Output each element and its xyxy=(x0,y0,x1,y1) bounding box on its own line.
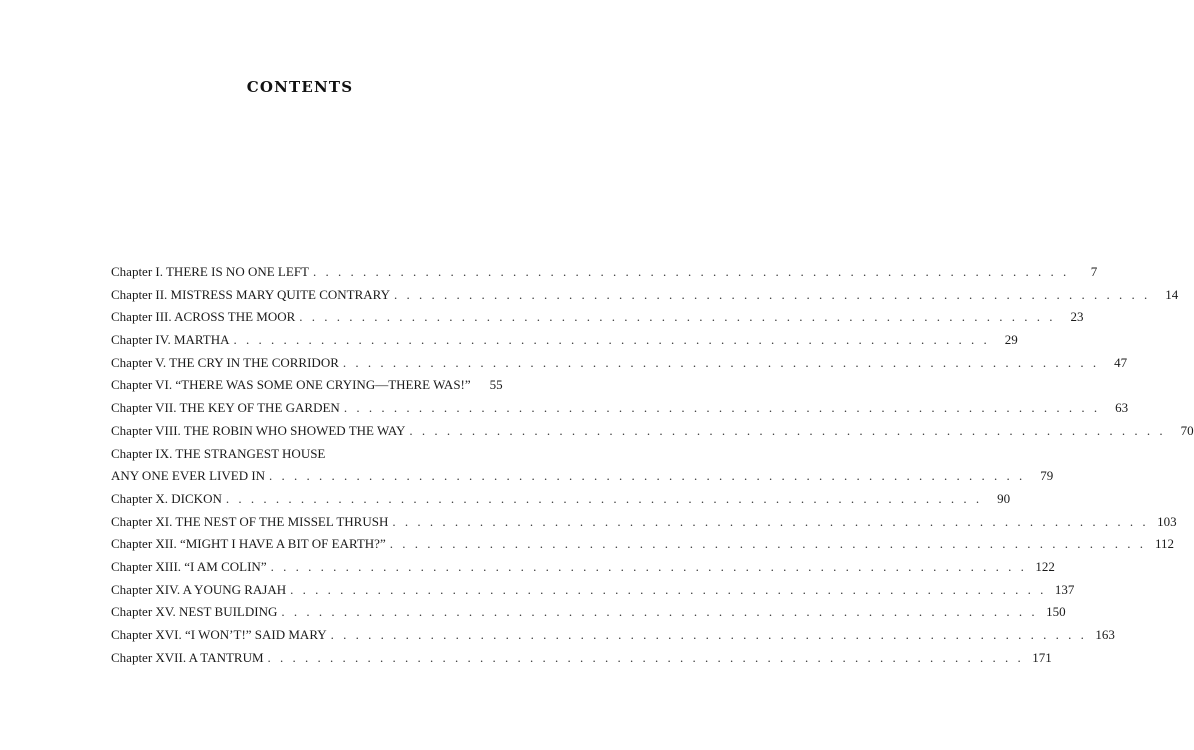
dot-leader: . . . . . . . . . . . . . . . . . . . . . . . . . . . . . . . . . . . . . . . . . . . . . . . . . . . . . . . . . . . . . xyxy=(269,468,1026,484)
toc-entry-page-number: 122 xyxy=(1035,558,1055,574)
dot-leader: . . . . . . . . . . . . . . . . . . . . . . . . . . . . . . . . . . . . . . . . . . . . . . . . . . . . . . . . . . . . . xyxy=(290,581,1047,597)
toc-entry-title: Chapter III. ACROSS THE MOOR xyxy=(111,309,296,325)
toc-row xyxy=(111,261,1098,284)
toc-entry-title: Chapter X. DICKON xyxy=(111,490,222,506)
toc-row xyxy=(111,374,503,397)
toc-entry-page-number: 171 xyxy=(1032,649,1052,665)
toc-row xyxy=(111,647,1052,670)
dot-leader: . . . . . . . . . . . . . . . . . . . . . . . . . . . . . . . . . . . . . . . . . . . . . . . . . . . . . . . . . . . . . xyxy=(409,422,1166,438)
toc-row xyxy=(111,579,1075,602)
toc-entry-title: Chapter XI. THE NEST OF THE MISSEL THRUSH xyxy=(111,513,389,529)
toc-entry-page-number: 137 xyxy=(1054,581,1075,597)
toc-entry-page-number: 112 xyxy=(1154,536,1174,552)
toc-entry-title: Chapter VIII. THE ROBIN WHO SHOWED THE WAY xyxy=(111,422,406,438)
toc-entry[interactable] xyxy=(111,511,1177,534)
toc-entry-page-number: 79 xyxy=(1040,468,1054,484)
toc-entry-page-number: 55 xyxy=(489,377,503,393)
toc-entry[interactable] xyxy=(111,601,1066,624)
toc-entry-page-number: 70 xyxy=(1180,422,1194,438)
dot-leader: . . . . . . . . . . . . . . . . . . . . . . . . . . . . . . . . . . . . . . . . . . . . . . . . . . . . . . . . . . . . . xyxy=(343,400,1101,416)
dot-leader: . . . . . . . . . . . . . . . . . . . . . . . . . . . . . . . . . . . . . . . . . . . . . . . . . . . . . . . . . . . . . xyxy=(281,604,1038,620)
toc-row xyxy=(111,465,1054,488)
dot-leader: . . . . . . . . . . . . . . . . . . . . . . . . . . . . . . . . . . . . . . . . . . . . . . . . . . . . . . . . . . . . . xyxy=(394,286,1151,302)
toc-entry-title: Chapter XVI. “I WON’T!” SAID MARY xyxy=(111,627,327,642)
table-of-contents xyxy=(111,261,1194,669)
toc-row xyxy=(111,420,1194,443)
toc-row xyxy=(111,533,1174,556)
dot-leader: . . . . . . . . . . . . . . . . . . . . . . . . . . . . . . . . . . . . . . . . . . . . . . . . . . . . . . . . . . . . . xyxy=(299,309,1056,325)
toc-entry-title: Chapter XV. NEST BUILDING xyxy=(111,604,278,620)
dot-leader: . . . . . . . . . . . . . . . . . . . . . . . . . . . . . . . . . . . . . . . . . . . . . . . . . . . . . . . . . . . . . xyxy=(270,558,1027,574)
toc-entry-page-number: 29 xyxy=(1004,332,1018,348)
dot-leader: . . . . . . . . . . . . . . . . . . . . . . . . . . . . . . . . . . . . . . . . . . . . . . . . . . . . . . . . . . . . . xyxy=(330,627,1087,642)
toc-entry-title: Chapter XVII. A TANTRUM xyxy=(111,649,264,665)
toc-entry[interactable] xyxy=(111,261,1098,284)
toc-entry-page-number: 23 xyxy=(1070,309,1084,325)
toc-entry-page-number: 90 xyxy=(997,490,1011,506)
toc-entry-title: Chapter VII. THE KEY OF THE GARDEN xyxy=(111,400,340,416)
toc-entry-title: ANY ONE EVER LIVED IN xyxy=(111,468,266,484)
dot-leader: . . . . . . . . . . . . . . . . . . . . . . . . . . . . . . . . . . . . . . . . . . . . . . . . . . . . . . . . . . . . . xyxy=(225,490,983,506)
toc-entry[interactable] xyxy=(111,556,1055,579)
dot-leader: . . . . . . . . . . . . . . . . . . . . . . . . . . . . . . . . . . . . . . . . . . . . . . . . . . . . . . . . . . . . . xyxy=(392,513,1149,529)
toc-entry-title: Chapter V. THE CRY IN THE CORRIDOR xyxy=(111,354,339,370)
toc-entry-page-number: 14 xyxy=(1165,286,1179,302)
dot-leader: . . . . . . . . . . . . . . . . . . . . . . . . . . . . . . . . . . . . . . . . . . . . . . . . . . . . . . . . . . . . . xyxy=(312,264,1070,279)
toc-row xyxy=(111,284,1179,307)
toc-entry-page-number: 47 xyxy=(1114,354,1128,370)
page-title: CONTENTS xyxy=(246,78,354,96)
toc-entry[interactable] xyxy=(111,374,503,397)
toc-entry[interactable] xyxy=(111,533,1174,556)
toc-row xyxy=(111,329,1018,352)
toc-entry-title: Chapter XII. “MIGHT I HAVE A BIT OF EARTH?” xyxy=(111,536,386,552)
toc-entry-title-line1: Chapter IX. THE STRANGEST HOUSE xyxy=(111,445,326,461)
toc-entry-title: Chapter I. THERE IS NO ONE LEFT xyxy=(111,264,309,279)
toc-entry[interactable] xyxy=(111,352,1128,375)
toc-entry[interactable] xyxy=(111,306,1084,329)
toc-row xyxy=(111,488,1011,511)
toc-row xyxy=(111,624,1115,647)
toc-entry[interactable] xyxy=(111,397,1129,420)
toc-row xyxy=(111,352,1128,375)
toc-entry[interactable] xyxy=(111,624,1115,647)
toc-entry-page-number: 63 xyxy=(1115,400,1129,416)
toc-entry-title: Chapter VI. “THERE WAS SOME ONE CRYING—THERE WAS!” xyxy=(111,377,471,393)
toc-entry-title: Chapter IV. MARTHA xyxy=(111,332,230,348)
toc-row xyxy=(111,601,1066,624)
toc-entry-title: Chapter II. MISTRESS MARY QUITE CONTRARY xyxy=(111,286,391,302)
toc-row xyxy=(111,306,1084,329)
dot-leader: . . . . . . . . . . . . . . . . . . . . . . . . . . . . . . . . . . . . . . . . . . . . . . . . . . . . . . . . . . . . . xyxy=(389,536,1146,552)
toc-entry[interactable] xyxy=(111,420,1194,443)
toc-row xyxy=(111,511,1177,534)
dot-leader: . . . . . . . . . . . . . . . . . . . . . . . . . . . . . . . . . . . . . . . . . . . . . . . . . . . . . . . . . . . . . xyxy=(233,332,990,348)
toc-entry-page-number: 150 xyxy=(1046,604,1066,620)
toc-entry[interactable] xyxy=(111,647,1052,670)
toc-entry[interactable] xyxy=(111,488,1011,511)
toc-row xyxy=(111,556,1055,579)
toc-entry-page-number: 163 xyxy=(1095,627,1115,642)
toc-entry-title: Chapter XIII. “I AM COLIN” xyxy=(111,558,267,574)
dot-leader: . . . . . . . . . . . . . . . . . . . . . . . . . . . . . . . . . . . . . . . . . . . . . . . . . . . . . . . . . . . . . xyxy=(342,354,1100,370)
toc-entry[interactable] xyxy=(111,579,1075,602)
toc-entry-title: Chapter XIV. A YOUNG RAJAH xyxy=(111,581,287,597)
toc-entry[interactable] xyxy=(111,284,1179,307)
toc-entry-page-number: 103 xyxy=(1157,513,1177,529)
dot-leader: . . . . . . . . . . . . . . . . . . . . . . . . . . . . . . . . . . . . . . . . . . . . . . . . . . . . . . . . . . . . . xyxy=(267,649,1024,665)
toc-entry[interactable] xyxy=(111,443,1054,488)
toc-row xyxy=(111,397,1129,420)
toc-entry-page-number: 7 xyxy=(1090,264,1098,279)
toc-entry[interactable] xyxy=(111,329,1018,352)
